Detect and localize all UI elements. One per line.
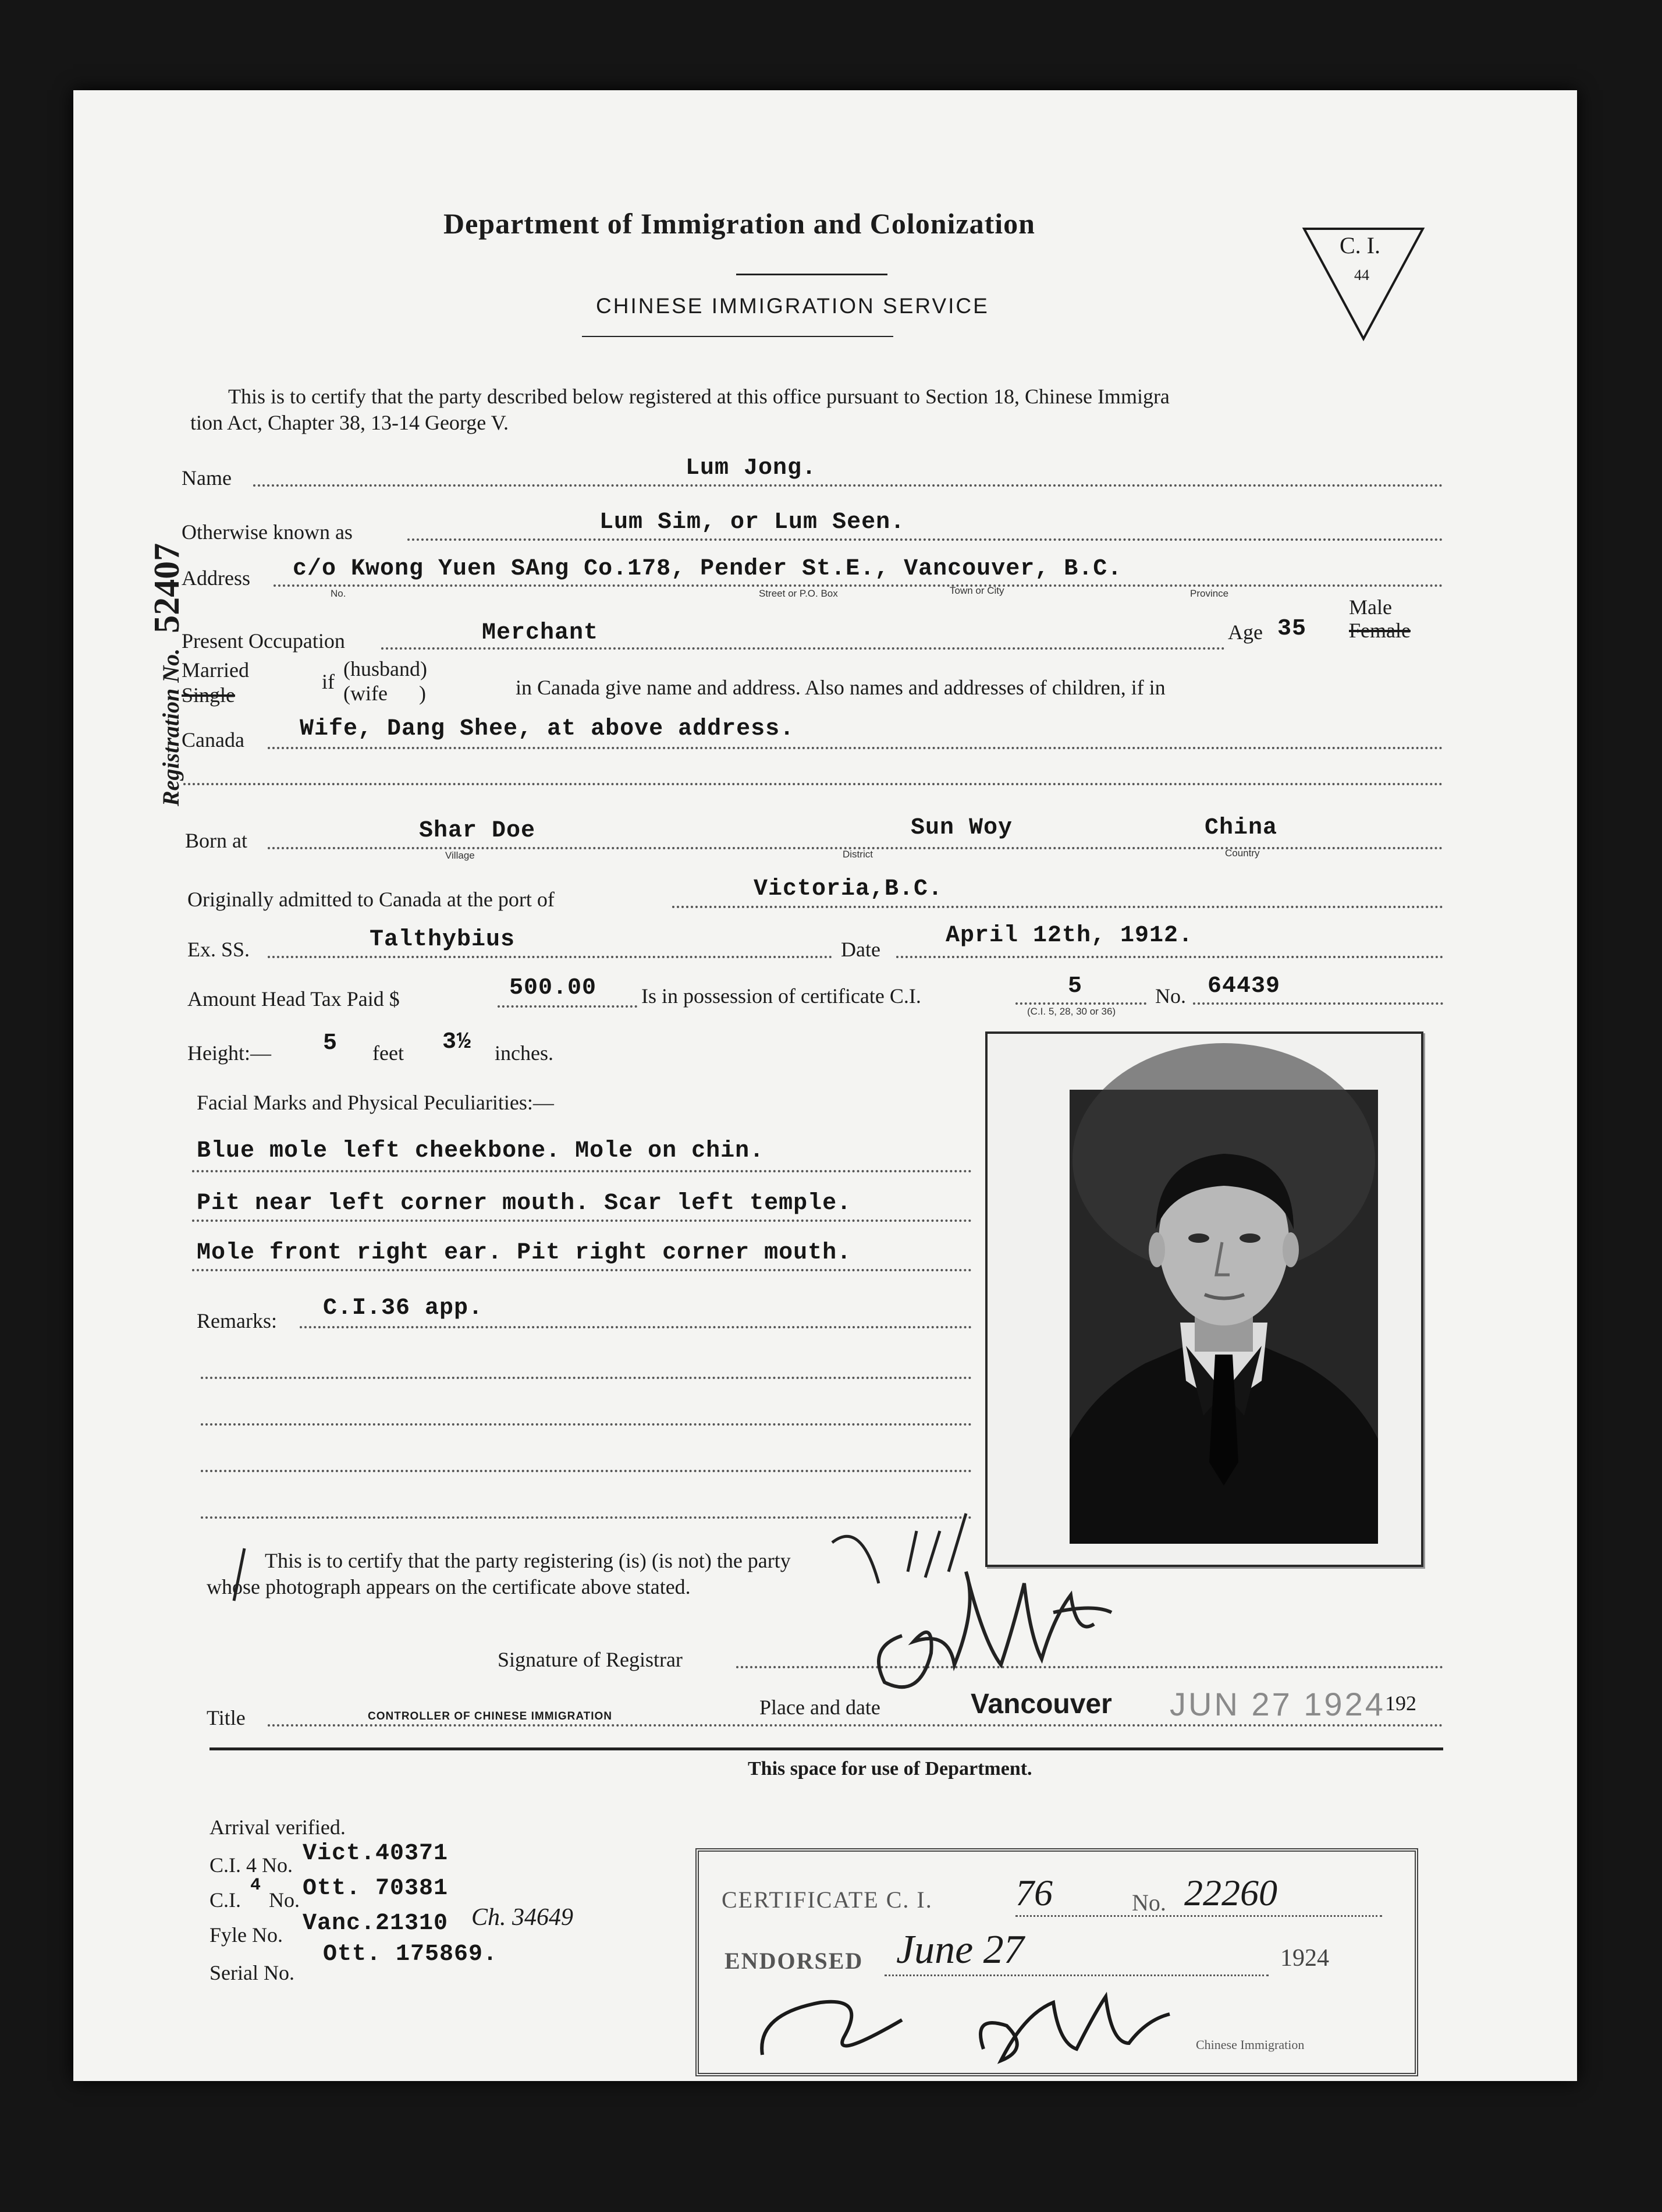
tax-line — [498, 1005, 637, 1008]
aka-line — [407, 538, 1443, 541]
stamp-endorsed-date: June 27 — [896, 1927, 1024, 1972]
occupation-label: Present Occupation — [182, 629, 345, 653]
canada-value: Wife, Dang Shee, at above address. — [300, 716, 795, 742]
name-value: Lum Jong. — [686, 455, 817, 481]
address-value: c/o Kwong Yuen SAng Co.178, Pender St.E., Vancouver, B.C. — [293, 556, 1123, 582]
remarks-line-2 — [201, 1377, 972, 1379]
village-value: Shar Doe — [419, 818, 536, 844]
remarks-label: Remarks: — [197, 1309, 277, 1332]
marks-label: Facial Marks and Physical Peculiarities:— — [197, 1091, 554, 1114]
title-label: Title — [207, 1706, 246, 1729]
title-line — [268, 1724, 1443, 1727]
address-sub-street: Street or P.O. Box — [759, 588, 838, 599]
cert-no-value: 64439 — [1208, 973, 1281, 999]
aka-label: Otherwise known as — [182, 520, 353, 544]
cert-type-value: 5 — [1068, 973, 1083, 999]
sex-female: Female — [1349, 619, 1411, 642]
stamp-footer: Chinese Immigration — [1196, 2037, 1305, 2052]
file-value: Vanc.21310 — [303, 1910, 449, 1937]
department-divider — [209, 1747, 1443, 1750]
country-value: China — [1205, 815, 1278, 841]
marks-line-3 — [192, 1269, 972, 1271]
address-line — [274, 584, 1443, 587]
height-label: Height:— — [187, 1041, 271, 1065]
stamp-endorsed-line — [885, 1975, 1269, 1976]
district-value: Sun Woy — [911, 815, 1013, 841]
possession-label: Is in possession of certificate C.I. — [641, 984, 921, 1008]
form-code-line1: C. I. — [1340, 232, 1380, 258]
remarks-line-4 — [201, 1470, 972, 1472]
sex-male: Male — [1349, 595, 1392, 619]
inches-label: inches. — [495, 1041, 553, 1065]
height-feet-value: 5 — [323, 1030, 338, 1057]
address-label: Address — [182, 566, 250, 590]
registrar-label: Signature of Registrar — [498, 1648, 683, 1671]
intro-line1: This is to certify that the party described below registered at this office pursuant to Section 18, Chinese Immigra — [228, 385, 1170, 408]
date-line — [896, 956, 1443, 958]
remarks-line-1 — [300, 1326, 972, 1328]
file-handwritten: Ch. 34649 — [471, 1904, 574, 1931]
canada-line-2 — [183, 783, 1443, 785]
file-label: Fyle No. — [209, 1923, 283, 1947]
stamp-endorsed-year: 1924 — [1280, 1945, 1329, 1972]
age-label: Age — [1228, 621, 1263, 644]
marks-line-1 — [192, 1170, 972, 1172]
registrar-signature — [832, 1548, 1123, 1700]
remarks-value: C.I.36 app. — [323, 1295, 484, 1321]
district-sub: District — [843, 849, 873, 860]
stamp-certificate-type: 76 — [1015, 1872, 1053, 1913]
stamp-signature — [751, 1979, 1333, 2072]
stamp-endorsed-label: ENDORSED — [725, 1948, 864, 1974]
tax-label: Amount Head Tax Paid $ — [187, 987, 400, 1011]
ci4-label: C.I. 4 No. — [209, 1853, 293, 1877]
date-stamp: JUN 27 1924 — [1170, 1686, 1386, 1722]
single-label: Single — [182, 683, 236, 707]
year-suffix: 192 — [1385, 1692, 1416, 1715]
place-value: Vancouver — [971, 1689, 1112, 1720]
stamp-cert-line — [1015, 1915, 1382, 1917]
place-date-label: Place and date — [759, 1696, 880, 1719]
remarks-line-3 — [201, 1423, 972, 1426]
arrival-verified: Arrival verified. — [209, 1816, 346, 1839]
service-title: CHINESE IMMIGRATION SERVICE — [596, 294, 989, 318]
port-label: Originally admitted to Canada at the port of — [187, 888, 555, 911]
name-line — [253, 484, 1443, 487]
occupation-value: Merchant — [482, 620, 599, 646]
aka-value: Lum Sim, or Lum Seen. — [599, 509, 905, 536]
tax-value: 500.00 — [509, 975, 597, 1001]
ci4-value: Vict.40371 — [303, 1841, 449, 1867]
marks-line3: Mole front right ear. Pit right corner mouth. — [197, 1240, 852, 1266]
ci-label: C.I. — [209, 1888, 241, 1912]
cert-no-line — [1193, 1002, 1443, 1005]
portrait-photo — [1070, 1090, 1378, 1544]
marks-line-2 — [192, 1220, 972, 1222]
marks-line2: Pit near left corner mouth. Scar left temple. — [197, 1190, 852, 1217]
service-underline — [582, 336, 893, 337]
feet-label: feet — [372, 1041, 404, 1065]
header-rule — [736, 274, 887, 275]
cert-sub: (C.I. 5, 28, 30 or 36) — [1027, 1006, 1116, 1017]
if-label: if — [322, 670, 335, 693]
department-title: Department of Immigration and Colonization — [443, 207, 1035, 240]
address-sub-no: No. — [331, 588, 346, 599]
ship-line — [268, 956, 832, 958]
spouse-instruction: in Canada give name and address. Also names and addresses of children, if in — [516, 676, 1166, 699]
marks-line1: Blue mole left cheekbone. Mole on chin. — [197, 1138, 765, 1164]
department-use-heading: This space for use of Department. — [748, 1758, 1032, 1779]
form-code-line2: 44 — [1354, 267, 1369, 283]
stamp-no-label: No. — [1132, 1890, 1166, 1916]
stamp-certificate-label: CERTIFICATE C. I. — [722, 1887, 933, 1913]
ship-label: Ex. SS. — [187, 938, 250, 961]
date-label: Date — [841, 938, 880, 961]
file-value2: Ott. 175869. — [323, 1941, 498, 1968]
country-sub: Country — [1225, 848, 1260, 859]
height-inches-value: 3½ — [442, 1029, 472, 1055]
address-sub-province: Province — [1190, 588, 1229, 599]
address-sub-town: Town or City — [950, 585, 1004, 596]
ci-no-label: No. — [269, 1888, 300, 1912]
ci-form-value: 4 — [250, 1876, 262, 1895]
wife-label: (wife ) — [343, 682, 426, 705]
title-value: CONTROLLER OF CHINESE IMMIGRATION — [368, 1710, 613, 1722]
intro-line2: tion Act, Chapter 38, 13-14 George V. — [190, 411, 509, 434]
ship-value: Talthybius — [370, 927, 516, 953]
married-label: Married — [182, 658, 249, 682]
port-line — [672, 906, 1443, 908]
date-value: April 12th, 1912. — [946, 923, 1194, 949]
cert-type-line — [1015, 1002, 1146, 1005]
village-sub: Village — [445, 850, 475, 861]
serial-label: Serial No. — [209, 1961, 294, 1984]
registration-label: Registration No. — [158, 648, 184, 806]
age-value: 35 — [1277, 616, 1307, 642]
certification-line2: whose photograph appears on the certificate above stated. — [207, 1575, 691, 1598]
cert-no-label: No. — [1155, 984, 1186, 1008]
occupation-line — [381, 647, 1225, 650]
port-value: Victoria,B.C. — [754, 876, 943, 902]
canada-label: Canada — [182, 728, 244, 751]
name-label: Name — [182, 466, 232, 490]
born-label: Born at — [185, 829, 247, 852]
registration-number: 52407 — [147, 543, 187, 633]
husband-label: (husband) — [343, 657, 427, 680]
canada-line — [268, 747, 1443, 749]
stamp-certificate-number: 22260 — [1184, 1872, 1277, 1913]
ci-value: Ott. 70381 — [303, 1876, 449, 1902]
certification-line1: This is to certify that the party registering (is) (is not) the party — [265, 1549, 791, 1572]
